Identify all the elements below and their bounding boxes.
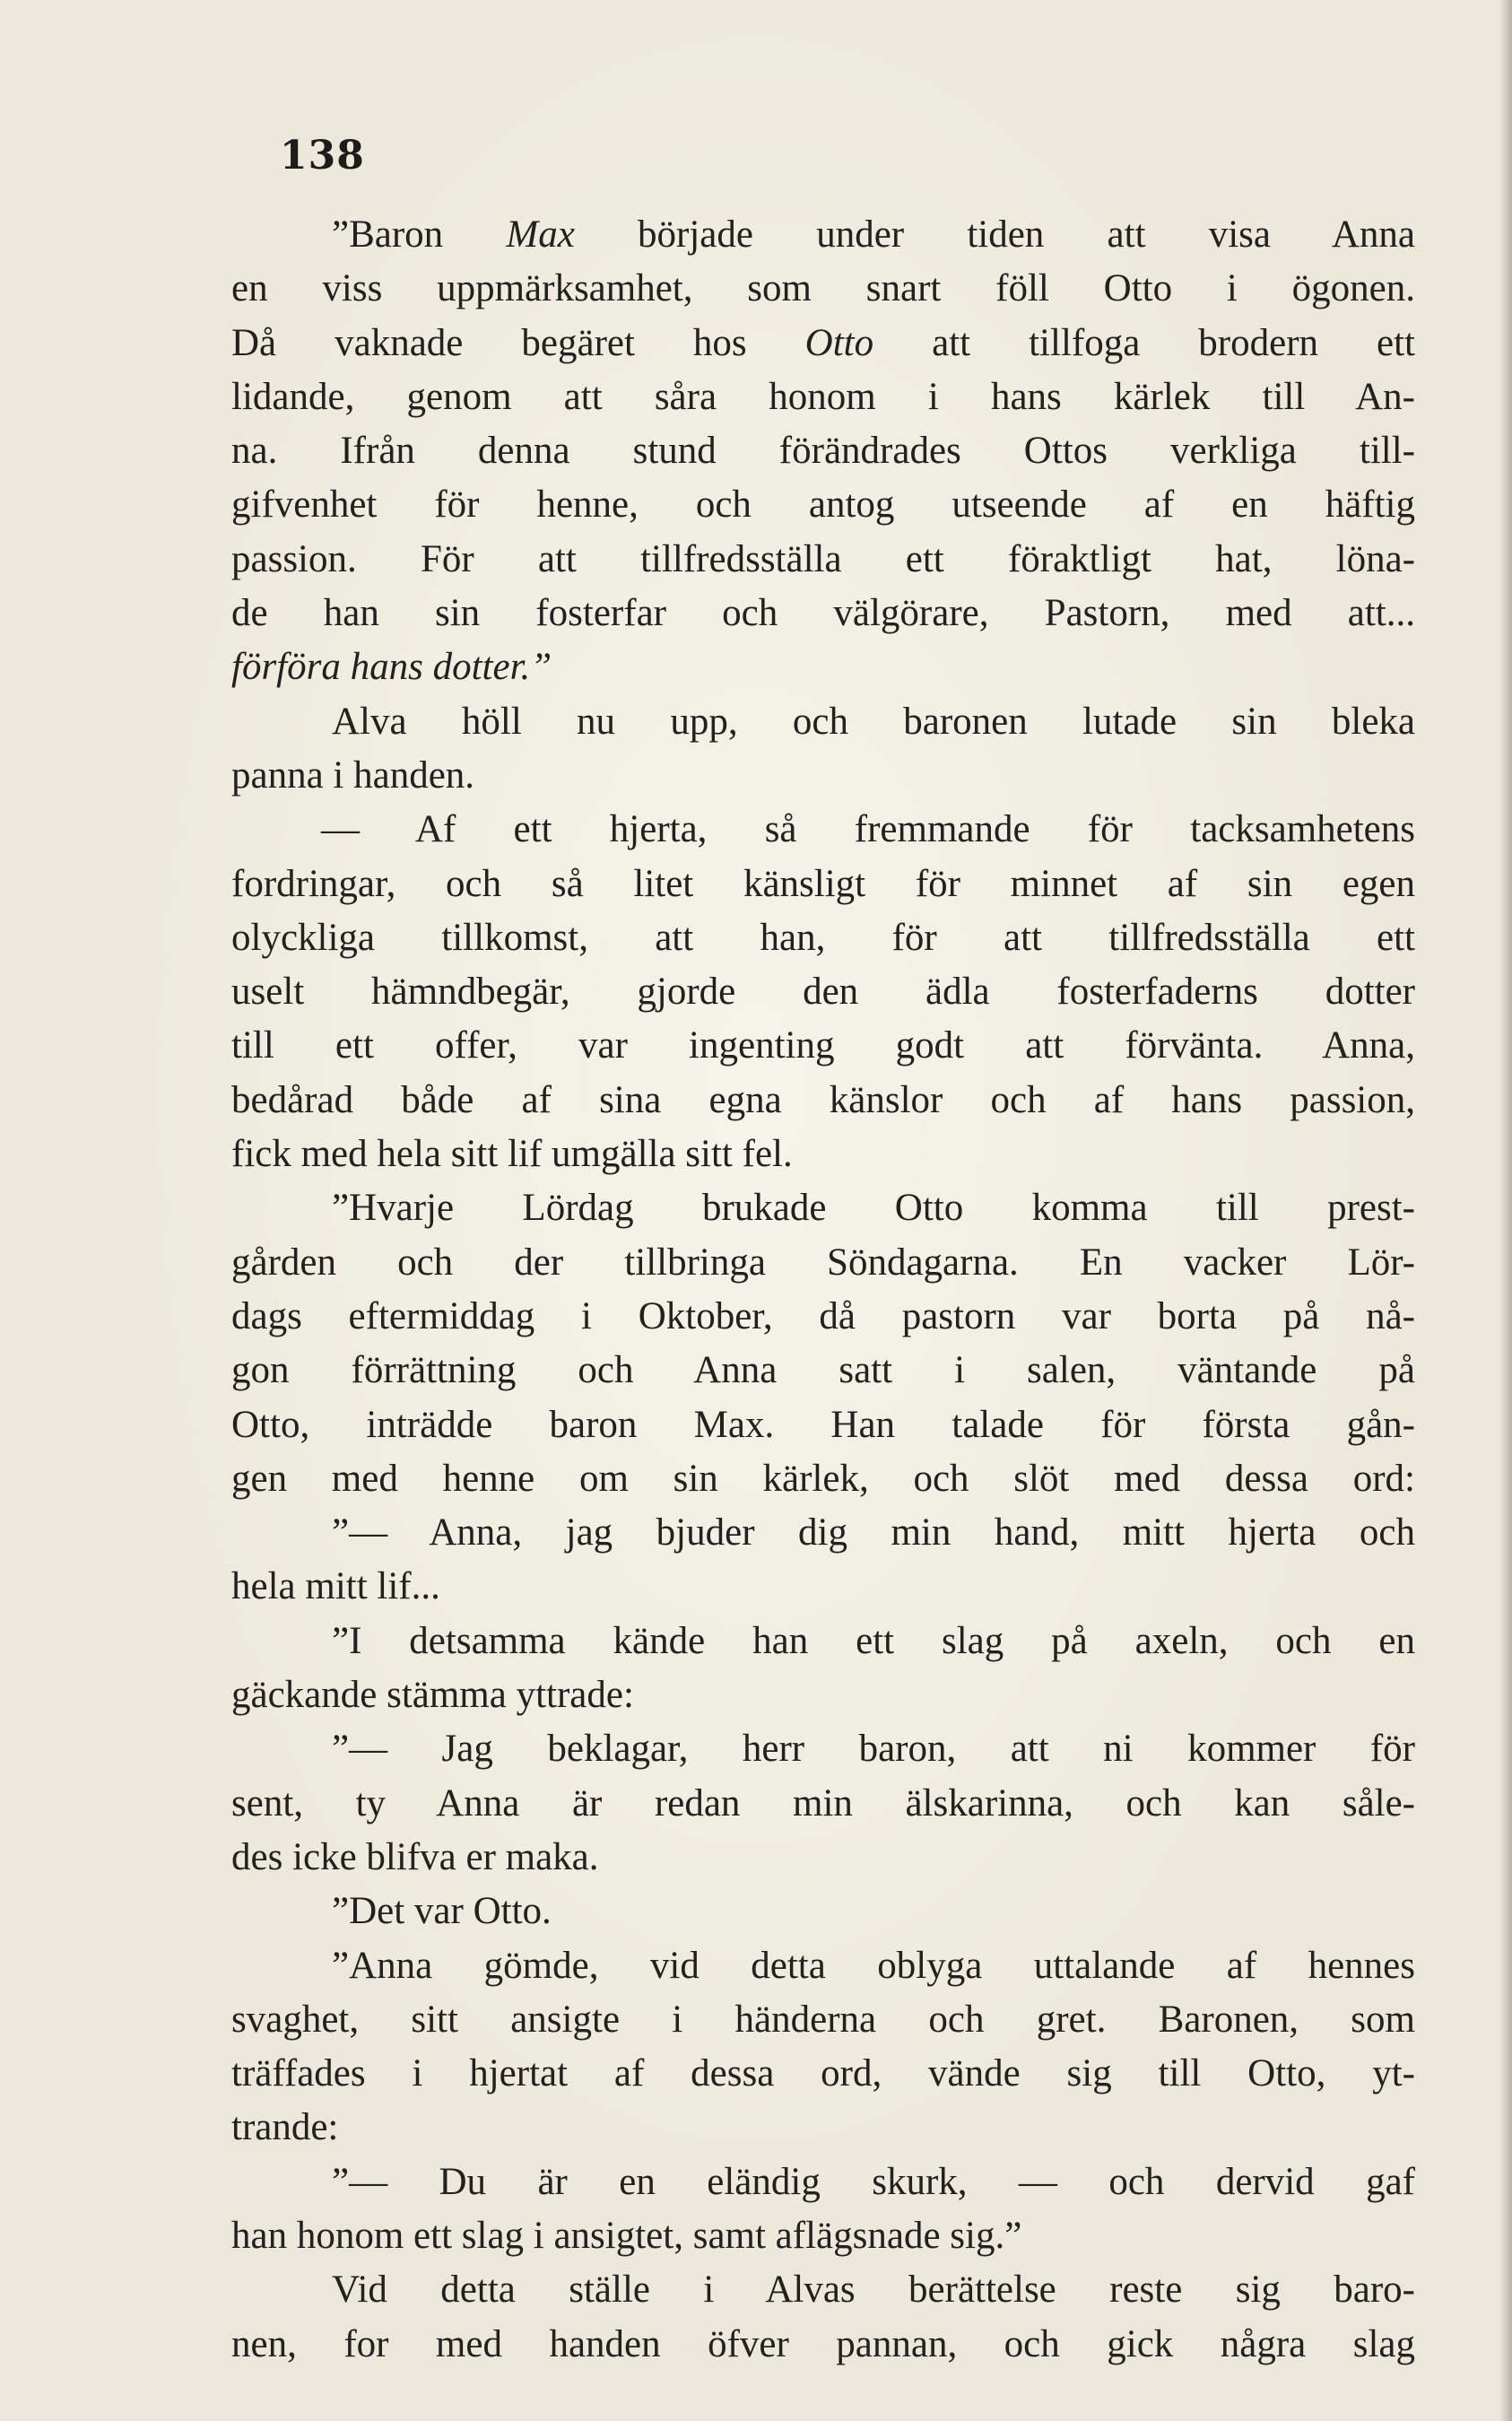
text-line xyxy=(231,2263,1415,2317)
text-line xyxy=(231,749,1415,803)
text-segment: hela mitt lif... xyxy=(231,1565,440,1608)
text-segment: de han sin fosterfar och välgörare, Pastorn, med att... xyxy=(231,592,1415,635)
text-line xyxy=(231,1398,1415,1452)
text-segment: gården och der tillbringa Söndagarna. En vacker Lör- xyxy=(231,1241,1415,1284)
italic-text: förföra hans dotter.” xyxy=(231,646,552,689)
text-line xyxy=(231,1290,1415,1344)
text-line xyxy=(231,1668,1415,1722)
text-line xyxy=(231,370,1415,424)
text-line xyxy=(231,2155,1415,2209)
text-line xyxy=(231,695,1415,749)
text-line xyxy=(231,1128,1415,1181)
text-segment: att tillfoga brodern ett xyxy=(873,321,1415,364)
text-line xyxy=(231,478,1415,532)
text-segment: nen, for med handen öfver pannan, och gick några slag xyxy=(231,2322,1415,2365)
text-line xyxy=(231,965,1415,1019)
text-segment: gen med henne om sin kärlek, och slöt med dessa ord: xyxy=(231,1457,1415,1500)
text-line xyxy=(231,858,1415,911)
text-line xyxy=(231,587,1415,640)
text-line xyxy=(231,1452,1415,1506)
italic-text: Max xyxy=(506,213,575,256)
text-segment: ”— Jag beklagar, herr baron, att ni kommer för xyxy=(332,1728,1415,1771)
body-text xyxy=(231,208,1415,2372)
text-segment: gon förrättning och Anna satt i salen, väntande på xyxy=(231,1349,1415,1392)
text-line xyxy=(231,1506,1415,1560)
text-segment: passion. För att tillfredsställa ett föraktligt hat, löna- xyxy=(231,537,1415,580)
text-segment: lidande, genom att såra honom i hans kärlek till An- xyxy=(231,375,1415,418)
text-segment: sent, ty Anna är redan min älskarinna, och kan såle- xyxy=(231,1781,1415,1824)
text-segment: uselt hämndbegär, gjorde den ädla fosterfaderns dotter xyxy=(231,971,1415,1014)
text-segment: bedårad både af sina egna känslor och af hans passion, xyxy=(231,1078,1415,1121)
text-segment: ”I detsamma kände han ett slag på axeln, och en xyxy=(332,1619,1415,1662)
text-segment: en viss uppmärksamhet, som snart föll Otto i ögonen. xyxy=(231,267,1415,310)
text-segment: ”Baron xyxy=(332,213,507,256)
text-line xyxy=(231,1777,1415,1831)
text-segment: ”— Du är en eländig skurk, — och dervid gaf xyxy=(332,2160,1415,2203)
text-segment: Otto, inträdde baron Max. Han talade för första gån- xyxy=(231,1403,1415,1446)
text-segment: Vid detta ställe i Alvas berättelse reste sig baro- xyxy=(332,2269,1415,2312)
text-line xyxy=(231,317,1415,370)
text-segment: dags eftermiddag i Oktober, då pastorn var borta på nå- xyxy=(231,1294,1415,1337)
text-segment: fick med hela sitt lif umgälla sitt fel. xyxy=(231,1133,793,1176)
text-line xyxy=(231,911,1415,965)
italic-text: Otto xyxy=(804,321,874,364)
page-edge-shadow xyxy=(1499,0,1512,2421)
text-line xyxy=(231,1344,1415,1398)
text-line xyxy=(231,1019,1415,1073)
text-line xyxy=(231,424,1415,478)
text-segment: na. Ifrån denna stund förändrades Ottos verkliga till- xyxy=(231,430,1415,473)
text-segment: började under tiden att visa Anna xyxy=(574,213,1415,256)
text-segment: gäckande stämma yttrade: xyxy=(231,1674,634,1717)
text-line xyxy=(231,2209,1415,2263)
text-segment: olyckliga tillkomst, att han, för att tillfredsställa ett xyxy=(231,916,1415,959)
text-segment: ”Anna gömde, vid detta oblyga uttalande af hennes xyxy=(332,1944,1415,1987)
text-segment: träffades i hjertat af dessa ord, vände sig till Otto, yt- xyxy=(231,2052,1415,2095)
text-line xyxy=(231,1885,1415,1938)
text-segment: fordringar, och så litet känsligt för minnet af sin egen xyxy=(231,862,1415,905)
text-segment: trande: xyxy=(231,2106,339,2149)
text-line xyxy=(231,640,1415,694)
text-segment: Då vaknade begäret hos xyxy=(231,321,805,364)
text-line xyxy=(231,1939,1415,1993)
text-segment: ”Hvarje Lördag brukade Otto komma till prest- xyxy=(332,1187,1415,1230)
text-line xyxy=(231,208,1415,262)
text-segment: svaghet, sitt ansigte i händerna och gret. Baronen, som xyxy=(231,1998,1415,2041)
text-line xyxy=(231,262,1415,316)
text-line xyxy=(231,1236,1415,1290)
text-segment: — Af ett hjerta, så fremmande för tacksamhetens xyxy=(321,808,1415,851)
text-segment: ”— Anna, jag bjuder dig min hand, mitt hjerta och xyxy=(332,1511,1415,1554)
text-line xyxy=(231,803,1415,857)
page-number: 138 xyxy=(280,133,365,179)
text-line xyxy=(231,1615,1415,1668)
text-line xyxy=(231,1560,1415,1614)
text-segment: Alva höll nu upp, och baronen lutade sin bleka xyxy=(332,700,1415,743)
text-line xyxy=(231,2318,1415,2372)
text-segment: han honom ett slag i ansigtet, samt aflägsnade sig.” xyxy=(231,2214,1022,2257)
text-line xyxy=(231,1181,1415,1235)
text-line xyxy=(231,2047,1415,2101)
text-segment: till ett offer, var ingenting godt att förvänta. Anna, xyxy=(231,1024,1415,1067)
text-line xyxy=(231,1993,1415,2047)
text-line xyxy=(231,2101,1415,2155)
text-segment: gifvenhet för henne, och antog utseende af en häftig xyxy=(231,483,1415,527)
text-line xyxy=(231,533,1415,587)
text-line xyxy=(231,1831,1415,1885)
text-segment: des icke blifva er maka. xyxy=(231,1835,599,1878)
text-segment: panna i handen. xyxy=(231,753,475,797)
text-segment: ”Det var Otto. xyxy=(332,1890,552,1933)
text-line xyxy=(231,1074,1415,1128)
text-line xyxy=(231,1722,1415,1776)
